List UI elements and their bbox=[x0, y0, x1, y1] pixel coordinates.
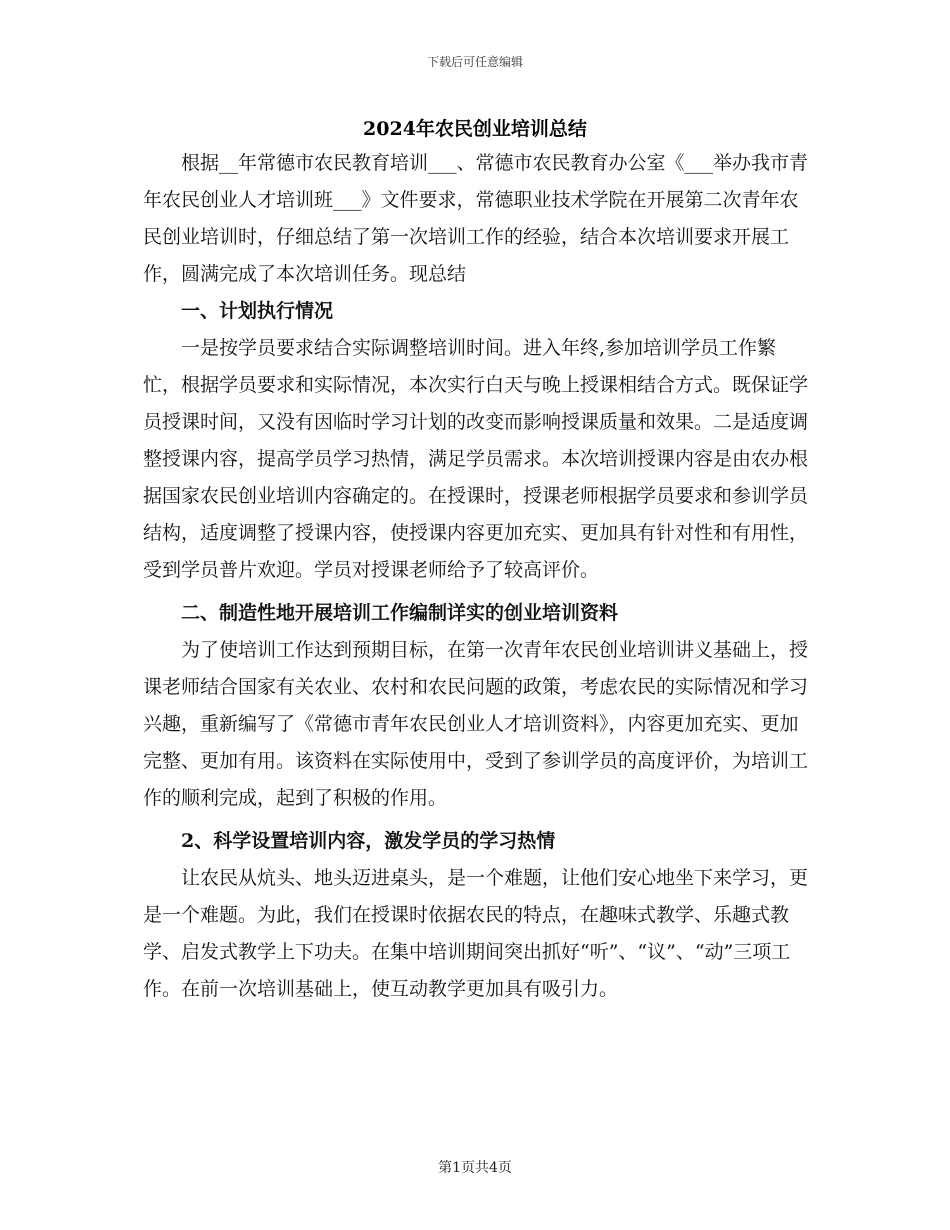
paragraph-3: 让农民从炕头、地头迈进桌头，是一个难题，让他们安心地坐下来学习，更是一个难题。为此，我们在授课时依据农民的特点，在趣味式教学、乐趣式教学、启发式教学上下功夫。在集中培训期间突出抓好“听”、“议”、“动”三项工作。在前一次培训基础上，使互动教学更加具有吸引力。 bbox=[143, 867, 809, 1000]
paragraph-1: 一是按学员要求结合实际调整培训时间。进入年终,参加培训学员工作繁忙，根据学员要求和实际情况，本次实行白天与晚上授课相结合方式。既保证学员授课时间，又没有因临时学习计划的改变而影响授课质量和效果。二是适度调整授课内容，提高学员学习热情，满足学员需求。本次培训授课内容是由农办根据国家农民创业培训内容确定的。在授课时，授课老师根据学员要求和参训学员结构，适度调整了授课内容，使授课内容更加充实、更加具有针对性和有用性，受到学员普片欢迎。学员对授课老师给予了较高评价。 bbox=[143, 337, 809, 581]
document-body bbox=[143, 145, 811, 1008]
intro-paragraph: 根据__年常德市农民教育培训___、常德市农民教育办公室《___举办我市青年农民创业人才培训班___》文件要求，常德职业技术学院在开展第二次青年农民创业培训时，仔细总结了第一次培训工作的经验，结合本次培训要求开展工作，圆满完成了本次培训任务。现总结 bbox=[143, 152, 809, 285]
document-title: 2024年农民创业培训总结 bbox=[363, 118, 587, 140]
page-header: 下载后可任意编辑 bbox=[426, 55, 523, 69]
page-footer: 第1页共4页 bbox=[438, 1160, 512, 1176]
paragraph-2: 为了使培训工作达到预期目标，在第一次青年农民创业培训讲义基础上，授课老师结合国家有关农业、农村和农民问题的政策，考虑农民的实际情况和学习兴趣，重新编写了《常德市青年农民创业人才培训资料》，内容更加充实、更加完整、更加有用。该资料在实际使用中，受到了参训学员的高度评价，为培训工作的顺利完成，起到了积极的作用。 bbox=[143, 639, 809, 809]
section-heading-1: 一、计划执行情况 bbox=[181, 300, 334, 322]
section-heading-3: 2、科学设置培训内容，激发学员的学习热情 bbox=[181, 830, 556, 852]
section-heading-2: 二、制造性地开展培训工作编制详实的创业培训资料 bbox=[181, 602, 619, 624]
